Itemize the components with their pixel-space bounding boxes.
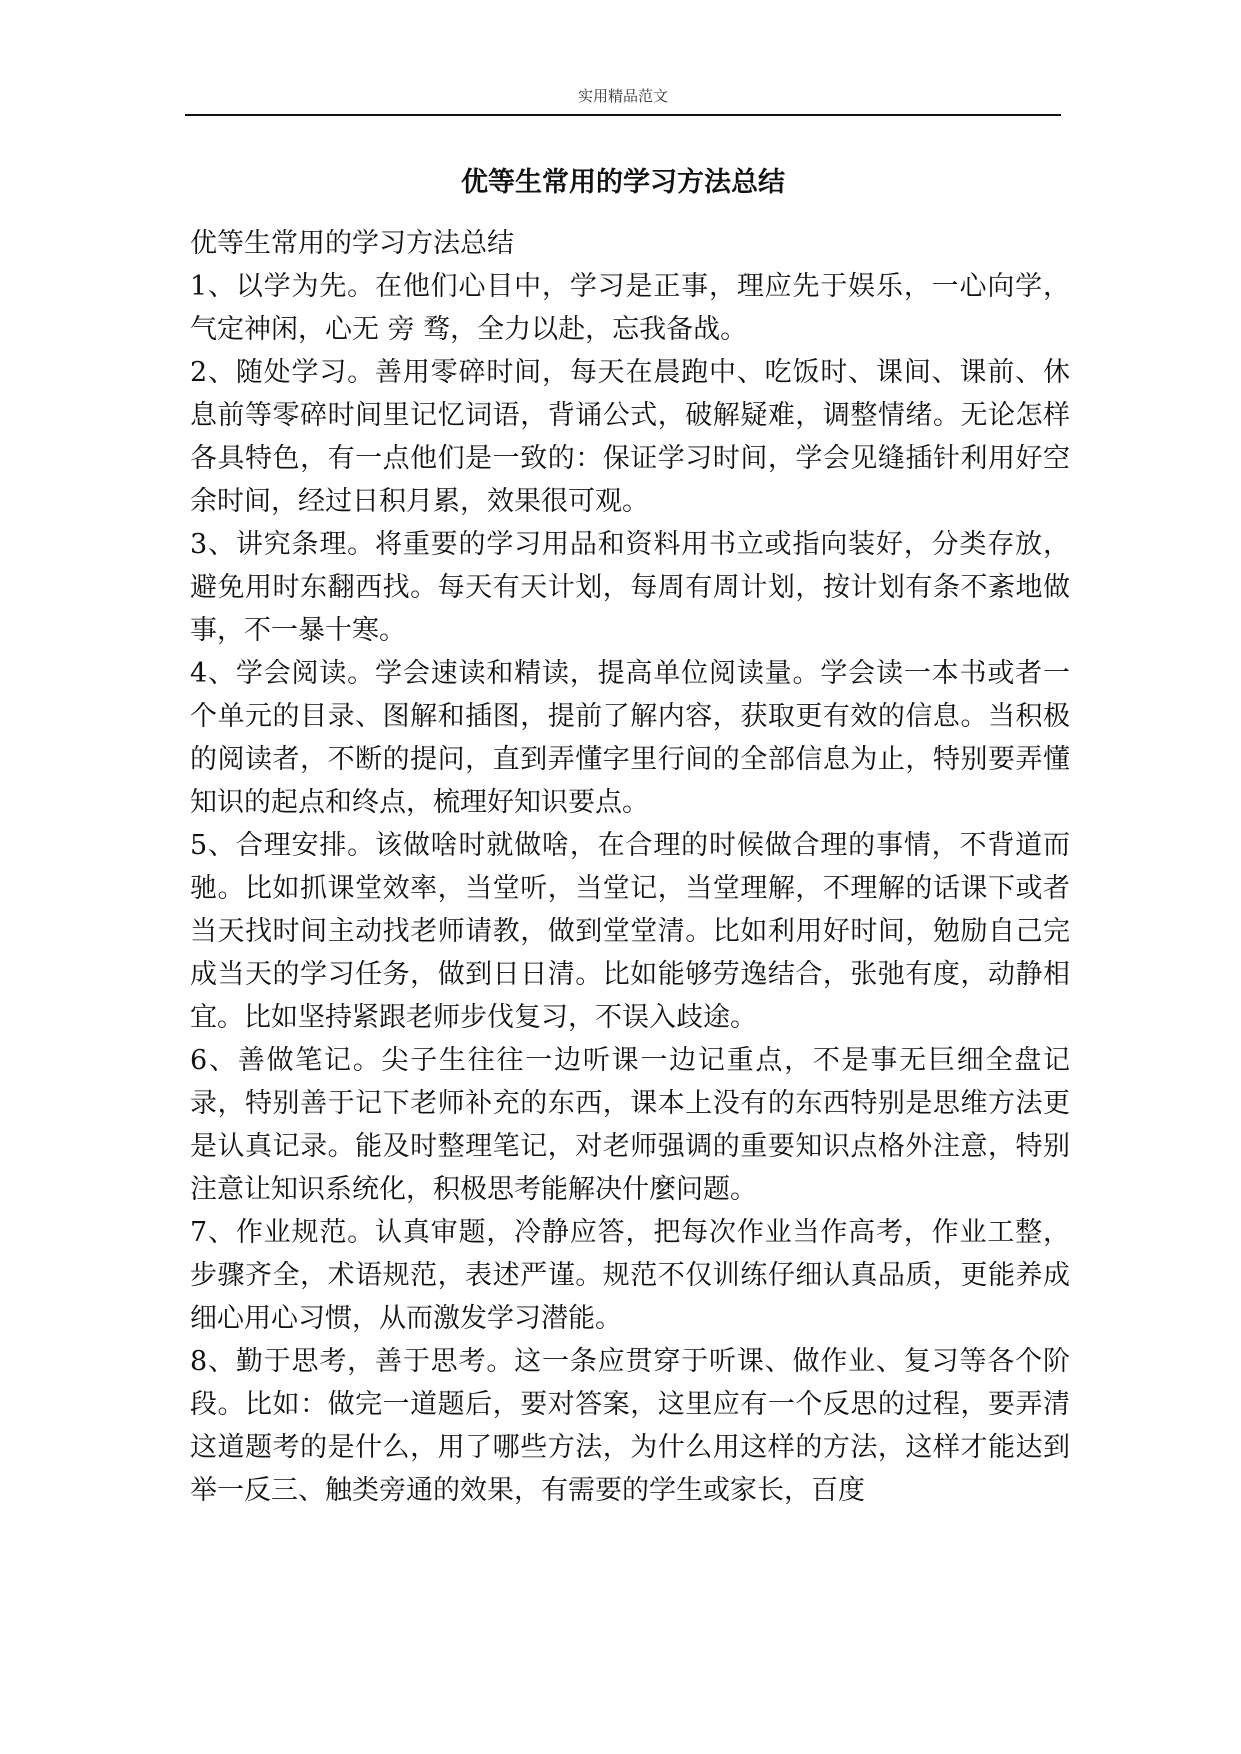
document-subtitle: 优等生常用的学习方法总结 xyxy=(190,228,514,259)
paragraph-4: 4、学会阅读。学会速读和精读，提高单位阅读量。学会读一本书或者一个单元的目录、图解和插图，提前了解内容，获取更有效的信息。当积极的阅读者，不断的提问，直到弄懂字里行间的全部信息为止，特别要弄懂知识的起点和终点，梳理好知识要点。 xyxy=(190,658,1070,818)
paragraph-1: 1、以学为先。在他们心目中，学习是正事，理应先于娱乐，一心向学，气定神闲，心无 旁 骛，全力以赴，忘我备战。 xyxy=(190,271,1070,345)
paragraph-6: 6、善做笔记。尖子生往往一边听课一边记重点，不是事无巨细全盘记录，特别善于记下老师补充的东西，课本上没有的东西特别是思维方法更是认真记录。能及时整理笔记，对老师强调的重要知识点格外注意，特别注意让知识系统化，积极思考能解决什麼问题。 xyxy=(190,1045,1070,1205)
document-title: 优等生常用的学习方法总结 xyxy=(461,167,785,198)
running-header: 实用精品范文 xyxy=(577,87,668,105)
paragraph-8: 8、勤于思考，善于思考。这一条应贯穿于听课、做作业、复习等各个阶段。比如：做完一道题后，要对答案，这里应有一个反思的过程，要弄清这道题考的是什么，用了哪些方法，为什么用这样的方法，这样才能达到举一反三、触类旁通的效果，有需要的学生或家长，百度 xyxy=(190,1346,1070,1506)
paragraph-2: 2、随处学习。善用零碎时间，每天在晨跑中、吃饭时、课间、课前、休息前等零碎时间里记忆词语，背诵公式，破解疑难，调整情绪。无论怎样各具特色，有一点他们是一致的：保证学习时间，学会见缝插针利用好空余时间，经过日积月累，效果很可观。 xyxy=(190,357,1070,517)
document-body xyxy=(190,222,1070,1512)
paragraph-5: 5、合理安排。该做啥时就做啥，在合理的时候做合理的事情，不背道而驰。比如抓课堂效率，当堂听，当堂记，当堂理解，不理解的话课下或者当天找时间主动找老师请教，做到堂堂清。比如利用好时间，勉励自己完成当天的学习任务，做到日日清。比如能够劳逸结合，张弛有度，动静相宜。比如坚持紧跟老师步伐复习，不误入歧途。 xyxy=(190,830,1070,1033)
paragraph-7: 7、作业规范。认真审题，冷静应答，把每次作业当作高考，作业工整，步骤齐全，术语规范，表述严谨。规范不仅训练仔细认真品质，更能养成细心用心习惯，从而激发学习潜能。 xyxy=(190,1217,1070,1334)
header-divider xyxy=(185,114,1061,116)
paragraph-3: 3、讲究条理。将重要的学习用品和资料用书立或指向装好，分类存放，避免用时东翻西找。每天有天计划，每周有周计划，按计划有条不紊地做事，不一暴十寒。 xyxy=(190,529,1070,646)
